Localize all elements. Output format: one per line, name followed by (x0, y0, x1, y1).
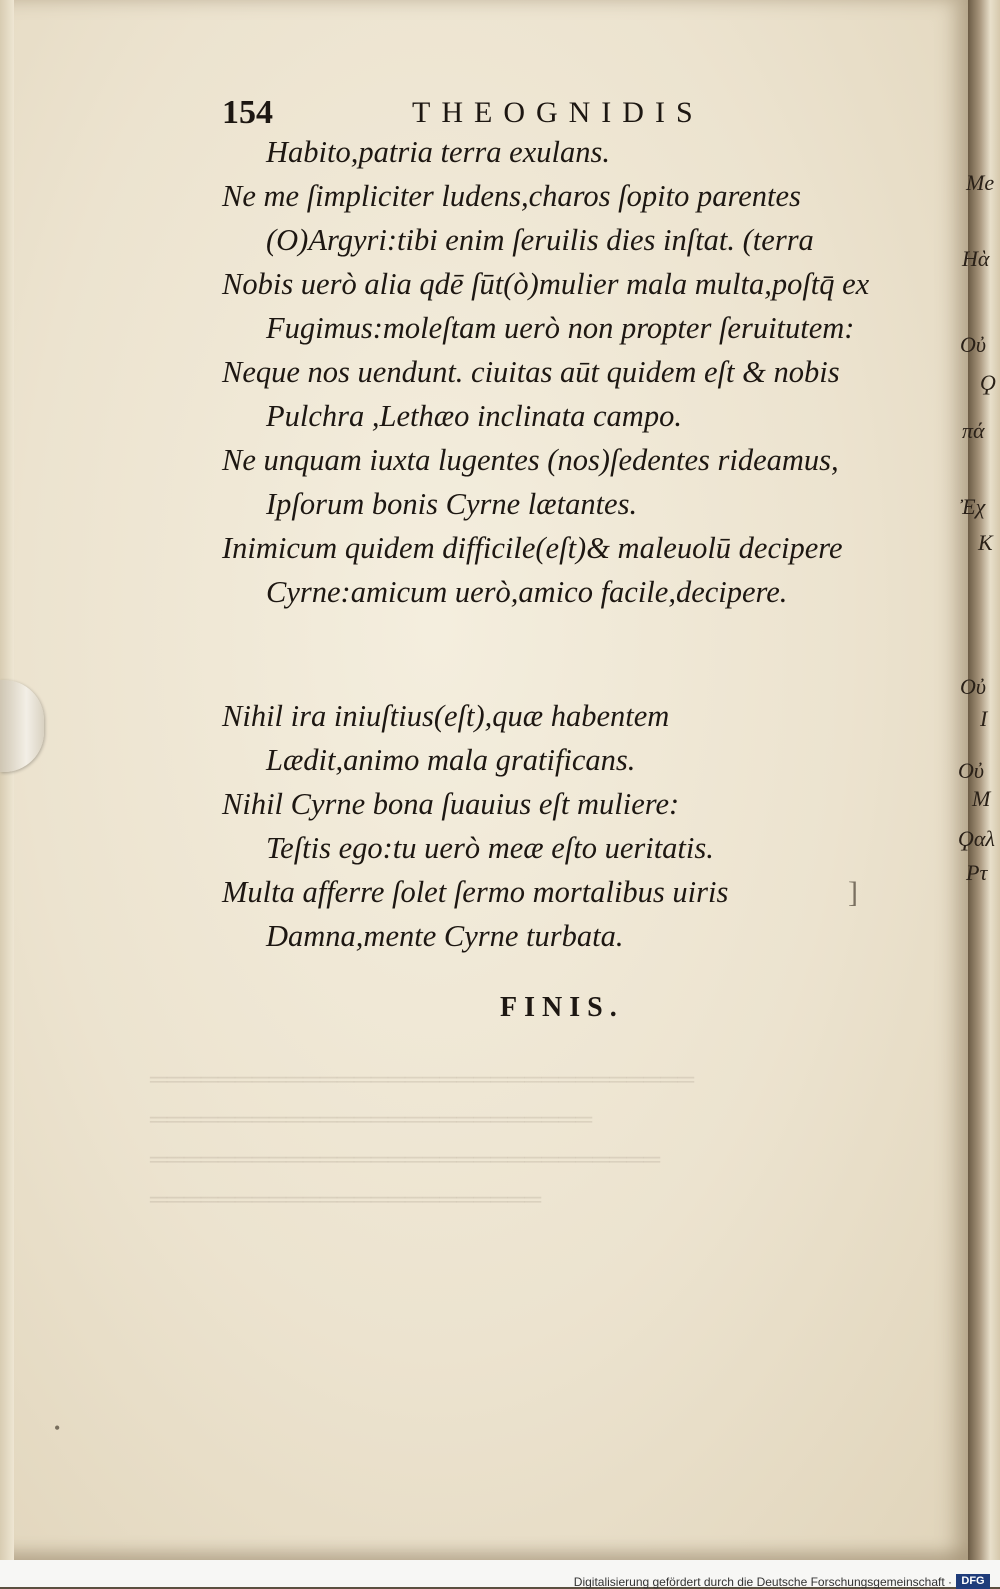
verse-stanza-1 (222, 130, 922, 614)
show-through-text: ════════════════════════════════ ══════════════════════════ ══════════════════════════════ ═══════════════════════ (150, 1067, 695, 1213)
page-number: 154 (222, 94, 273, 131)
verse-line: Cyrne:amicum uerò,amico facile,decipere. (266, 575, 788, 609)
verse-line: Fugimus:moleſtam uerò non propter ſeruitutem: (266, 311, 855, 345)
verse-line: Multa afferre ſolet ſermo mortalibus uiris (222, 875, 729, 909)
facing-fragment: Ρτ (966, 860, 988, 885)
facing-fragment: Ηὰ (962, 246, 990, 271)
verse-line: Damna,mente Cyrne turbata. (266, 919, 624, 953)
verse-line: Pulchra ,Lethæo inclinata campo. (266, 399, 682, 433)
verse-line: Neque nos uendunt. ciuitas aūt quidem eſt & nobis (222, 355, 840, 389)
page-left-edge (0, 0, 14, 1560)
facing-fragment: Μ (972, 786, 991, 811)
verse-line: Ipſorum bonis Cyrne lætantes. (266, 487, 638, 521)
verse-line: Nobis uerò alia qdē ſūt(ò)mulier mala multa,poſtq̄ ex (222, 267, 870, 301)
verse-stanza-2 (222, 694, 922, 958)
verse-line: Nihil Cyrne bona ſuauius eſt muliere: (222, 787, 680, 821)
facing-fragment: Κ (978, 530, 993, 555)
facing-fragment: Οὐ (960, 332, 986, 357)
facing-fragment: πά (962, 418, 985, 443)
facing-fragment: Ϙ (980, 370, 996, 395)
verse-line: Teſtis ego:tu uerò meæ eſto ueritatis. (266, 831, 714, 865)
facing-fragment: Οὐ (960, 674, 986, 699)
verse-line: Lædit,animo mala gratificans. (266, 743, 636, 777)
verse-line: Ne me ſimpliciter ludens,charos ſopito parentes (222, 179, 801, 213)
ink-speck: • (54, 1418, 61, 1438)
finis-label: FINIS. (500, 992, 624, 1023)
facing-fragment: Me (966, 170, 995, 195)
dfg-logo: DFG (956, 1574, 990, 1589)
facing-fragment: Ι (980, 706, 988, 731)
verse-line: Nihil ira iniuſtius(eſt),quæ habentem (222, 699, 670, 733)
verse-line: (O)Argyri:tibi enim ſeruilis dies inſtat. (terra (266, 223, 814, 257)
verse-line: Ne unquam iuxta lugentes (nos)ſedentes rideamus, (222, 443, 839, 477)
facing-fragment: Οὐ (958, 758, 984, 783)
running-title: THEOGNIDIS (412, 96, 704, 129)
bracket-mark: ] (848, 876, 858, 909)
verse-line: Inimicum quidem difficile(eſt)& maleuolū decipere (222, 531, 843, 565)
facing-fragment: Ϙαλ (958, 826, 995, 851)
facing-fragment: Ἐχ (960, 494, 986, 519)
verse-line: Habito,patria terra exulans. (266, 135, 610, 169)
digitization-credit: Digitalisierung gefördert durch die Deutsche Forschungsgemeinschaft · (573, 1575, 952, 1589)
